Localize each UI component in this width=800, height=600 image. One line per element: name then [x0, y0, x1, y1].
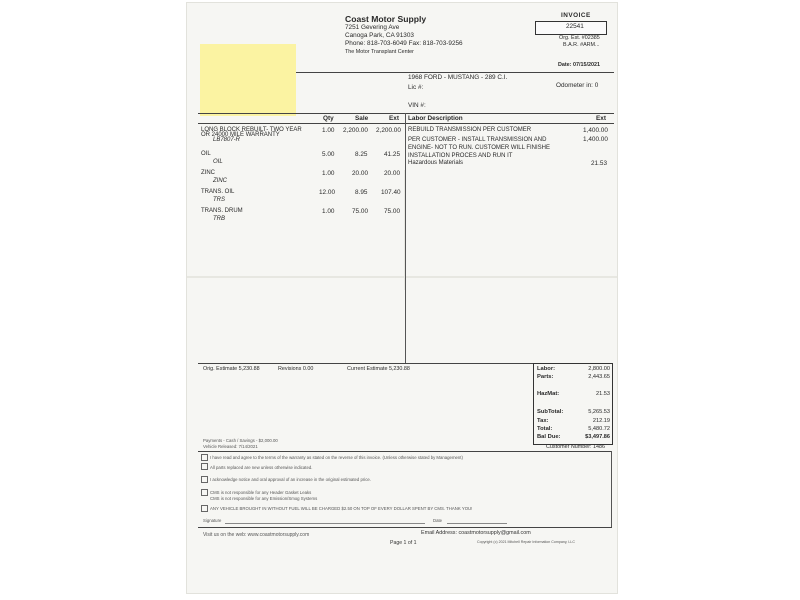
totals-value: 212.19	[592, 418, 610, 424]
date-label: Date	[433, 518, 443, 523]
part-sale: 20.00	[352, 170, 368, 177]
totals-label: Bal Due:	[537, 434, 561, 440]
part-qty: 12.00	[319, 189, 335, 196]
footer-copyright: Copyright (c) 2021 Mitchell Repair Information Company, LLC	[477, 540, 576, 544]
part-number: TRS	[213, 197, 225, 203]
original-estimate: Orig. Estimate 5,230.88	[203, 366, 260, 372]
table-header-top-rule	[198, 113, 614, 114]
part-row	[201, 127, 302, 143]
totals-value: 21.53	[596, 391, 610, 397]
terms-checkbox	[201, 505, 208, 512]
labor-ext-header: Ext	[596, 115, 606, 122]
totals-box	[533, 363, 613, 445]
part-sale: 2,200.00	[343, 127, 368, 134]
terms-checkbox	[201, 489, 208, 496]
totals-subtotal-row	[537, 409, 610, 415]
totals-label: SubTotal:	[537, 409, 564, 415]
part-description: LONG BLOCK REBUILT- TWO YEAR	[201, 127, 302, 133]
totals-value: 2,443.65	[588, 374, 610, 380]
part-row	[201, 208, 243, 222]
company-address-line1: 7251 Gevering Ave	[345, 24, 400, 31]
part-description: TRANS. OIL	[201, 189, 235, 195]
labor-row	[408, 127, 531, 133]
vehicle-description: 1968 FORD - MUSTANG - 289 C.I.	[408, 74, 508, 81]
company-phone-fax: Phone: 818-703-6049 Fax: 818-703-9256	[345, 40, 463, 47]
original-estimate-number: Org. Est. #02385	[559, 35, 600, 41]
terms-estimate-increase: I acknowledge notice and oral approval of an increase in the original estimated price.	[210, 477, 371, 482]
part-number: LB7807-R	[213, 137, 241, 143]
invoice-date: Date: 07/15/2021	[558, 62, 600, 68]
bar-number: B.A.R. #ARM...	[563, 42, 600, 48]
labor-row	[408, 136, 550, 160]
terms-top-rule	[198, 451, 612, 452]
vehicle-released-line: Vehicle Released: 7/14/2021	[203, 444, 258, 449]
part-ext: 41.25	[384, 151, 400, 158]
invoice-number: 22541	[566, 23, 584, 30]
part-number: TRB	[213, 216, 225, 222]
totals-value: 5,480.72	[588, 426, 610, 432]
totals-label: Labor:	[537, 366, 556, 372]
date-line	[447, 523, 507, 524]
estimate-revisions: Revisions 0.00	[278, 366, 314, 372]
part-row	[201, 151, 223, 165]
company-tagline: The Motor Transplant Center	[345, 49, 414, 55]
terms-emission: CMS is not responsible for any Emission/Smog Systems	[210, 496, 318, 501]
part-number: ZINC	[213, 178, 227, 184]
signature-line	[225, 523, 425, 524]
labor-row	[408, 160, 463, 166]
footer-website: Visit us on the web: www.coastmotorsupply.com	[203, 532, 310, 538]
estimate-top-rule	[198, 363, 534, 364]
part-row	[201, 189, 234, 203]
part-qty: 1.00	[322, 127, 335, 134]
labor-description-cont: INSTALLATION PROCES AND RUN IT	[408, 153, 513, 159]
payments-line: Payments - Cash / Savings - $2,000.00	[203, 438, 278, 443]
labor-ext: 1,400.00	[583, 136, 608, 143]
part-sale: 8.95	[355, 189, 368, 196]
parts-ext-header: Ext	[389, 115, 399, 122]
totals-label: Tax:	[537, 418, 549, 424]
parts-labor-divider	[405, 113, 406, 363]
totals-value: 5,265.53	[588, 409, 610, 415]
labor-description: REBUILD TRANSMISSION PER CUSTOMER	[408, 127, 532, 133]
part-ext: 20.00	[384, 170, 400, 177]
footer-page-number: Page 1 of 1	[390, 540, 417, 546]
paper-fold	[187, 276, 617, 278]
terms-checkbox	[201, 454, 208, 461]
totals-tax-row	[537, 418, 610, 424]
vehicle-odometer: Odometer in: 0	[556, 82, 599, 89]
part-description: ZINC	[201, 170, 215, 176]
current-estimate: Current Estimate 5,230.88	[347, 366, 410, 372]
vehicle-license: Lic #:	[408, 84, 424, 91]
labor-description: PER CUSTOMER - INSTALL TRANSMISSION AND	[408, 137, 547, 143]
labor-ext: 21.53	[591, 160, 607, 167]
totals-hazmat-row	[537, 391, 610, 397]
totals-label: HazMat:	[537, 391, 560, 397]
part-description-cont: OR 24000 MILE WARRANTY	[201, 132, 280, 138]
part-sale: 75.00	[352, 208, 368, 215]
terms-right-rule	[611, 451, 612, 527]
totals-parts-row	[537, 374, 610, 380]
terms-new-parts: All parts replaced are new unless otherwise indicated.	[210, 465, 313, 470]
terms-warranty: I have read and agree to the terms of the warranty as stated on the reverse of this invoice. (Unless otherwise stated by Management)	[210, 455, 463, 460]
terms-bottom-rule	[198, 527, 612, 528]
header-divider	[296, 72, 614, 73]
terms-checkbox	[201, 476, 208, 483]
part-description: OIL	[201, 151, 211, 157]
totals-total-row	[537, 426, 610, 432]
sticky-note	[200, 44, 296, 116]
parts-sale-header: Sale	[355, 115, 369, 122]
part-row	[201, 170, 227, 184]
part-qty: 1.00	[322, 170, 335, 177]
signature-label: Signature	[203, 518, 222, 523]
terms-header-gasket: CMS is not responsible for any Header Gasket Leaks	[210, 490, 312, 495]
vehicle-vin: VIN #:	[408, 102, 426, 109]
footer-email: Email Address: coastmotorsupply@gmail.com	[421, 530, 531, 536]
labor-ext: 1,400.00	[583, 127, 608, 134]
terms-checkbox	[201, 463, 208, 470]
part-qty: 5.00	[322, 151, 335, 158]
parts-qty-header: Qty	[323, 115, 334, 122]
totals-labor-row	[537, 366, 610, 372]
part-ext: 75.00	[384, 208, 400, 215]
labor-description-cont: ENGINE- NOT TO RUN. CUSTOMER WILL FINISHE	[408, 145, 551, 151]
totals-label: Total:	[537, 426, 553, 432]
part-ext: 2,200.00	[376, 127, 401, 134]
customer-number: Customer Number: 1486	[546, 444, 606, 450]
part-sale: 8.25	[355, 151, 368, 158]
labor-description: Hazardous Materials	[408, 160, 464, 166]
company-name: Coast Motor Supply	[345, 14, 427, 24]
totals-label: Parts:	[537, 374, 554, 380]
labor-description-header: Labor Description	[408, 115, 463, 122]
part-number: OIL	[213, 159, 223, 165]
terms-fuel-charge: ANY VEHICLE BROUGHT IN WITHOUT FUEL WILL BE CHARGED $2.50 ON TOP OF EVERY DOLLAR SPENT BY CMS. THANK YOU!	[210, 506, 473, 511]
part-ext: 107.40	[381, 189, 401, 196]
part-qty: 1.00	[322, 208, 335, 215]
company-address-line2: Canoga Park, CA 91303	[345, 32, 414, 39]
table-header-bottom-rule	[198, 123, 614, 124]
totals-value: 2,800.00	[588, 366, 610, 372]
invoice-label: INVOICE	[561, 12, 591, 19]
part-description: TRANS. DRUM	[201, 208, 243, 214]
totals-value: $3,497.86	[585, 434, 610, 440]
totals-balance-due-row	[537, 434, 610, 440]
